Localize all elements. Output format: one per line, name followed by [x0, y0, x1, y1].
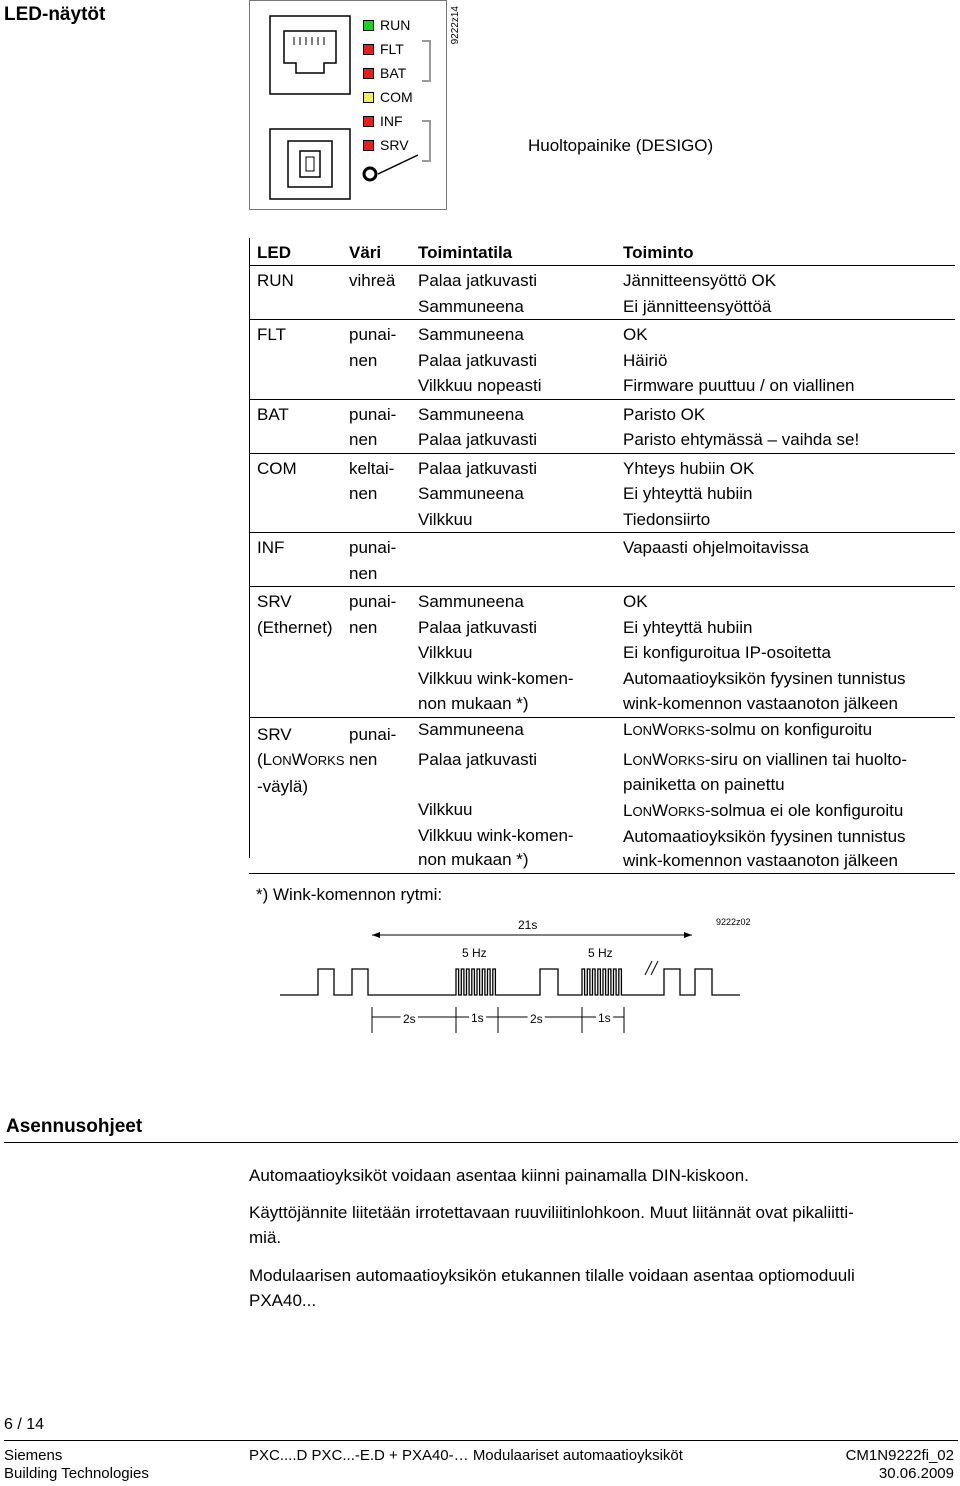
- col-mode-header: Toimintatila: [418, 243, 513, 262]
- row-function-line: Automaatioyksikön fyysinen tunnistus: [623, 826, 906, 846]
- row-function-line: LONWORKS-solmu on konfiguroitu: [623, 719, 873, 739]
- install-paragraph-3-cont: PXA40...: [249, 1291, 317, 1310]
- row-color-line: nen: [349, 484, 378, 503]
- row-color-line: keltai-: [349, 458, 395, 478]
- row-function-line: LONWORKS-siru on viallinen tai huolto-: [623, 749, 908, 769]
- row-color-line: punai-: [349, 325, 397, 344]
- row-color-line: nen: [349, 750, 378, 769]
- row-modes: [418, 322, 542, 399]
- row-modes-line: Vilkkuu nopeasti: [418, 376, 542, 395]
- row-function-line: wink-komennon vastaanoton jälkeen: [623, 850, 899, 870]
- row-color-line: nen: [349, 563, 378, 583]
- row-led-line: RUN: [257, 271, 294, 290]
- row-color-line: punai-: [349, 404, 397, 424]
- led-com-indicator: [363, 92, 374, 103]
- row-functions-line: Firmware puuttuu / on viallinen: [623, 376, 855, 395]
- led-srv-indicator: [363, 140, 374, 151]
- row-led-line: INF: [257, 538, 285, 557]
- table-header-row: [249, 238, 955, 266]
- row-modes-line: Sammuneena: [418, 592, 524, 611]
- row-functions-line: wink-komennon vastaanoton jälkeen: [623, 694, 899, 713]
- row-color-line: vihreä: [349, 271, 396, 290]
- wink-period-label: 21s: [518, 918, 538, 932]
- wink-dur-1: 2s: [403, 1012, 416, 1026]
- footer-doc: [846, 1447, 954, 1483]
- row-functions-line: Tiedonsiirto: [623, 509, 711, 529]
- col-color-header: Väri: [349, 243, 382, 262]
- row-led: [257, 402, 289, 428]
- row-color-line: nen: [349, 350, 378, 370]
- row-mode-line: non mukaan *): [418, 849, 529, 869]
- row-modes-line: Palaa jatkuvasti: [418, 430, 538, 449]
- install-paragraph-2-cont: miä.: [249, 1228, 282, 1247]
- led-run-label: RUN: [380, 17, 411, 33]
- row-led: [257, 535, 284, 561]
- row-color: [349, 456, 394, 507]
- row-led: [257, 456, 297, 482]
- wink-rhythm-diagram: [240, 905, 760, 1035]
- row-functions-line: OK: [623, 325, 648, 344]
- footer-company-name: Siemens: [4, 1447, 63, 1464]
- led-bat-label: BAT: [380, 65, 407, 81]
- row-led-line: COM: [257, 458, 297, 478]
- col-led-header: LED: [257, 243, 291, 262]
- row-color: [349, 402, 396, 453]
- led-inf-indicator: [363, 116, 374, 127]
- led-run-indicator: [363, 20, 374, 31]
- row-function-line: LONWORKS-solmua ei ole konfiguroitu: [623, 800, 904, 820]
- row-functions: [623, 402, 859, 453]
- row-modes-line: Sammuneena: [418, 325, 524, 344]
- led-table: [249, 238, 955, 874]
- led-flt-label: FLT: [380, 41, 404, 57]
- footer-doc-id: CM1N9222fi_02: [845, 1447, 954, 1464]
- row-functions-line: Ei konfiguroitua IP-osoitetta: [623, 643, 831, 662]
- wink-fig-id: 9222z02: [716, 917, 751, 927]
- table-row: [249, 400, 955, 454]
- row-functions: [623, 535, 809, 561]
- table-body: [249, 266, 955, 718]
- table-row: [249, 587, 955, 718]
- wink-dur-2: 1s: [471, 1011, 484, 1025]
- row-functions-line: Automaatioyksikön fyysinen tunnistus: [623, 668, 906, 688]
- wink-dur-4: 1s: [598, 1011, 611, 1025]
- row-functions-line: Vapaasti ohjelmoitavissa: [623, 538, 809, 557]
- row-function-line: painiketta on painettu: [623, 774, 785, 794]
- footer-product: PXC....D PXC...-E.D + PXA40-… Modulaariset automaatioyksiköt: [249, 1447, 683, 1464]
- row-functions-line: Paristo OK: [623, 404, 706, 424]
- figure-id: 9222z14: [450, 6, 461, 45]
- footer-divider: [4, 1440, 958, 1441]
- row-color-line: punai-: [349, 538, 397, 557]
- row-modes-line: Sammuneena: [418, 484, 524, 503]
- row-functions-line: Paristo ehtymässä – vaihda se!: [623, 430, 860, 449]
- row-functions-line: Ei yhteyttä hubiin: [623, 617, 753, 637]
- wink-freq-right: 5 Hz: [588, 946, 613, 960]
- row-color: [349, 322, 396, 373]
- service-button-label: Huoltopainike (DESIGO): [528, 136, 714, 155]
- row-led-line: (LONWORKS: [257, 750, 345, 769]
- page-number: 6 / 14: [4, 1416, 45, 1433]
- row-modes: [418, 718, 574, 872]
- row-modes: [418, 402, 537, 453]
- row-led-line: SRV: [257, 724, 292, 744]
- install-paragraph-3: Modulaarisen automaatioyksikön etukannen tilalle voidaan asentaa optiomoduuli: [249, 1266, 855, 1285]
- row-led-line: BAT: [257, 404, 289, 424]
- row-modes: [418, 268, 537, 319]
- row-modes-line: Palaa jatkuvasti: [418, 458, 538, 478]
- table-row: [249, 320, 955, 400]
- row-color: [349, 268, 395, 294]
- row-led-line: (Ethernet): [257, 617, 333, 637]
- row-modes-line: Vilkkuu: [418, 643, 473, 662]
- table-row: [249, 266, 955, 320]
- row-mode-line: Vilkkuu: [418, 799, 473, 819]
- install-paragraph-2: Käyttöjännite liitetään irrotettavaan ruuviliitinlohkoon. Muut liitännät ovat pikaliitti-: [249, 1203, 854, 1222]
- row-mode-line: Palaa jatkuvasti: [418, 749, 538, 769]
- footer-company-division: Building Technologies: [4, 1465, 149, 1482]
- install-heading: Asennusohjeet: [6, 1116, 143, 1137]
- led-inf-label: INF: [380, 113, 403, 129]
- wink-title: *) Wink-komennon rytmi:: [256, 885, 443, 904]
- row-color-line: nen: [349, 617, 378, 637]
- row-led-line: -väylä): [257, 776, 309, 796]
- led-srv-label: SRV: [380, 137, 409, 153]
- row-functions-line: Yhteys hubiin OK: [623, 458, 755, 478]
- row-modes-line: Sammuneena: [418, 404, 524, 424]
- row-modes-line: Sammuneena: [418, 296, 524, 316]
- row-led-line: FLT: [257, 325, 286, 344]
- row-functions: [623, 718, 907, 873]
- wink-waveform: [280, 969, 740, 995]
- led-com-label: COM: [380, 89, 413, 105]
- row-led: [257, 589, 333, 640]
- section-divider: [4, 1142, 958, 1143]
- wink-dur-3: 2s: [530, 1012, 543, 1026]
- install-paragraph-1: Automaatioyksiköt voidaan asentaa kiinni painamalla DIN-kiskoon.: [249, 1166, 749, 1185]
- row-modes-line: Vilkkuu wink-komen-: [418, 668, 574, 688]
- row-mode-line: Vilkkuu wink-komen-: [418, 825, 574, 845]
- row-color-line: punai-: [349, 592, 397, 611]
- led-bat-indicator: [363, 68, 374, 79]
- row-led: [257, 722, 345, 800]
- row-color: [349, 535, 396, 586]
- led-flt-indicator: [363, 44, 374, 55]
- row-functions: [623, 322, 855, 399]
- table-row: [249, 718, 955, 874]
- row-functions-line: Ei yhteyttä hubiin: [623, 484, 753, 503]
- row-mode-line: Sammuneena: [418, 719, 524, 739]
- row-color: [349, 589, 396, 640]
- row-modes-line: Vilkkuu: [418, 509, 473, 529]
- table-row: [249, 454, 955, 534]
- row-led: [257, 322, 286, 348]
- row-color: [349, 722, 396, 773]
- row-modes-line: Palaa jatkuvasti: [418, 350, 538, 370]
- row-functions-line: Häiriö: [623, 350, 668, 370]
- row-led: [257, 268, 294, 294]
- col-function-header: Toiminto: [623, 243, 694, 262]
- row-led-line: SRV: [257, 592, 292, 611]
- row-modes: [418, 589, 574, 717]
- row-functions-line: Ei jännitteensyöttöä: [623, 296, 772, 316]
- row-modes-line: Palaa jatkuvasti: [418, 271, 538, 290]
- wink-freq-left: 5 Hz: [462, 946, 487, 960]
- row-functions: [623, 589, 906, 717]
- row-modes: [418, 456, 537, 533]
- row-modes-line: non mukaan *): [418, 694, 529, 713]
- table-left-border: [249, 238, 250, 858]
- table-row: [249, 533, 955, 587]
- row-color-line: nen: [349, 430, 378, 449]
- row-functions-line: OK: [623, 592, 648, 611]
- row-color-line: punai-: [349, 724, 397, 744]
- device-connectors-icon: [250, 1, 446, 209]
- page-heading: LED-näytöt: [4, 4, 106, 25]
- device-front-panel: [249, 0, 447, 210]
- footer-company: [4, 1447, 149, 1483]
- row-modes-line: Palaa jatkuvasti: [418, 617, 538, 637]
- row-functions-line: Jännitteensyöttö OK: [623, 271, 777, 290]
- footer-date: 30.06.2009: [878, 1465, 954, 1482]
- row-functions: [623, 456, 754, 533]
- row-functions: [623, 268, 776, 319]
